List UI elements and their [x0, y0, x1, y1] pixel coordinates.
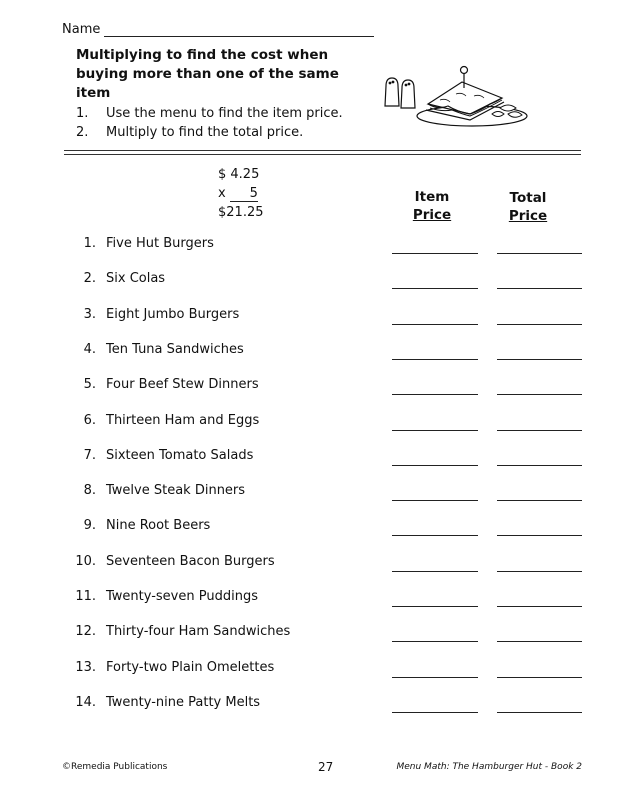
problem-item: [74, 236, 214, 252]
total-price-blank[interactable]: [497, 606, 582, 607]
problem-item: [74, 413, 259, 429]
problem-text: Thirteen Ham and Eggs: [106, 413, 260, 428]
instruction-text: Use the menu to find the item price.: [106, 106, 343, 121]
instruction-2: [76, 125, 303, 140]
problem-number: 7.: [83, 448, 96, 463]
item-price-blank[interactable]: [392, 324, 478, 325]
problem-number: 4.: [83, 342, 96, 357]
item-price-blank[interactable]: [392, 288, 478, 289]
item-price-blank[interactable]: [392, 359, 478, 360]
problem-text: Twelve Steak Dinners: [106, 483, 246, 498]
name-label: Name: [62, 22, 101, 37]
total-price-blank[interactable]: [497, 571, 582, 572]
problem-text: Four Beef Stew Dinners: [106, 377, 259, 392]
total-price-blank[interactable]: [497, 465, 582, 466]
total-price-blank[interactable]: [497, 677, 582, 678]
item-price-blank[interactable]: [392, 430, 478, 431]
item-price-blank[interactable]: [392, 465, 478, 466]
total-price-blank[interactable]: [497, 641, 582, 642]
problem-number: 14.: [75, 695, 96, 710]
problem-item: [74, 589, 258, 605]
item-price-blank[interactable]: [392, 571, 478, 572]
total-price-blank[interactable]: [497, 359, 582, 360]
problem-item: [74, 695, 260, 711]
problem-text: Nine Root Beers: [106, 518, 211, 533]
footer-book-title: Menu Math: The Hamburger Hut - Book 2: [396, 762, 582, 772]
item-price-blank[interactable]: [392, 535, 478, 536]
item-price-header: Item Price: [412, 189, 452, 223]
problem-number: 13.: [75, 660, 96, 675]
item-price-blank[interactable]: [392, 606, 478, 607]
instruction-number: 2.: [76, 125, 89, 140]
problem-item: [74, 307, 239, 323]
example-multiplier: 5: [230, 186, 258, 202]
problem-item: [74, 624, 290, 640]
problem-number: 6.: [83, 413, 96, 428]
item-price-blank[interactable]: [392, 641, 478, 642]
problem-item: [74, 448, 253, 464]
problem-number: 2.: [83, 271, 96, 286]
example-price: $ 4.25: [218, 167, 260, 182]
problem-text: Eight Jumbo Burgers: [106, 307, 240, 322]
total-price-blank[interactable]: [497, 712, 582, 713]
item-price-blank[interactable]: [392, 253, 478, 254]
page-number: 27: [318, 760, 334, 774]
item-price-blank[interactable]: [392, 677, 478, 678]
total-price-blank[interactable]: [497, 288, 582, 289]
instruction-1: [76, 106, 343, 121]
problem-number: 11.: [75, 589, 96, 604]
worksheet-title: [76, 46, 376, 103]
title-line-2: buying more than one of the same item: [76, 66, 339, 101]
problem-number: 1.: [83, 236, 96, 251]
problem-item: [74, 518, 210, 534]
salt-shaker-icon: [385, 78, 399, 106]
title-line-1: Multiplying to find the cost when: [76, 47, 329, 63]
problem-number: 3.: [83, 307, 96, 322]
divider-rule: [64, 150, 581, 151]
total-price-blank[interactable]: [497, 535, 582, 536]
problem-text: Six Colas: [106, 271, 166, 286]
total-price-blank[interactable]: [497, 253, 582, 254]
item-price-blank[interactable]: [392, 500, 478, 501]
problem-item: [74, 342, 244, 358]
example-result: $21.25: [218, 205, 264, 220]
problem-number: 5.: [83, 377, 96, 392]
divider-rule: [64, 154, 581, 155]
footer-copyright: ©Remedia Publications: [62, 762, 168, 772]
problem-item: [74, 377, 259, 393]
problem-number: 10.: [75, 554, 96, 569]
problem-number: 12.: [75, 624, 96, 639]
problem-item: [74, 483, 245, 499]
example-multiplier-row: [218, 184, 264, 203]
problem-text: Thirty-four Ham Sandwiches: [106, 624, 291, 639]
problem-text: Sixteen Tomato Salads: [106, 448, 254, 463]
name-line[interactable]: [104, 36, 374, 37]
problem-text: Twenty-seven Puddings: [106, 589, 258, 604]
problem-text: Five Hut Burgers: [106, 236, 214, 251]
problem-item: [74, 660, 274, 676]
instruction-text: Multiply to find the total price.: [106, 125, 304, 140]
item-price-blank[interactable]: [392, 712, 478, 713]
total-price-blank[interactable]: [497, 394, 582, 395]
problem-text: Seventeen Bacon Burgers: [106, 554, 275, 569]
sandwich-illustration: [380, 64, 530, 134]
worked-example: [218, 165, 264, 222]
problem-text: Ten Tuna Sandwiches: [106, 342, 244, 357]
problem-item: [74, 554, 275, 570]
problem-number: 9.: [83, 518, 96, 533]
pepper-shaker-icon: [401, 80, 415, 108]
times-sign: x: [218, 186, 226, 201]
problem-text: Forty-two Plain Omelettes: [106, 660, 275, 675]
total-price-blank[interactable]: [497, 324, 582, 325]
problem-item: [74, 271, 165, 287]
instruction-number: 1.: [76, 106, 89, 121]
total-price-header: Total Price: [508, 190, 548, 224]
total-price-blank[interactable]: [497, 430, 582, 431]
problem-number: 8.: [83, 483, 96, 498]
item-price-blank[interactable]: [392, 394, 478, 395]
problem-text: Twenty-nine Patty Melts: [106, 695, 261, 710]
total-price-blank[interactable]: [497, 500, 582, 501]
